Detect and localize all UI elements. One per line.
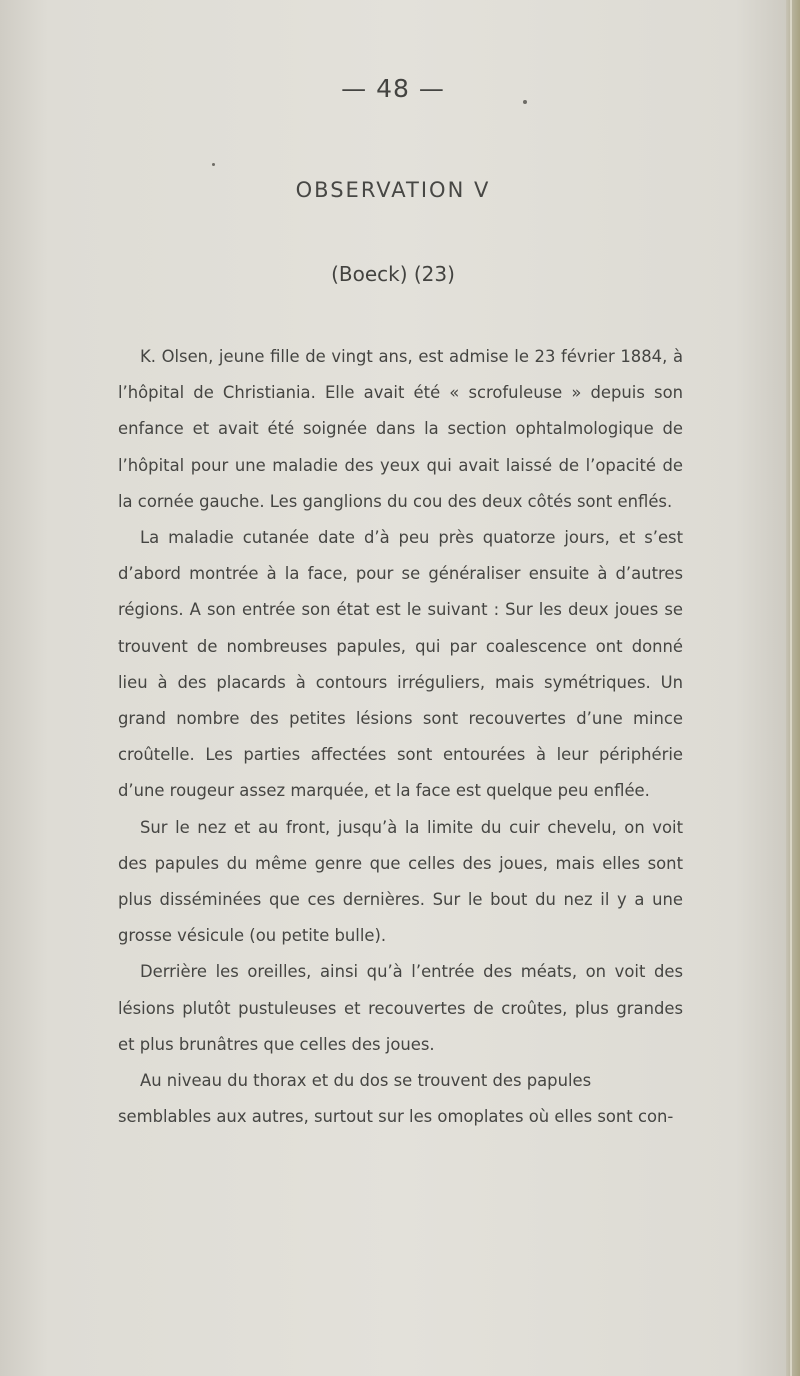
observation-body [118,339,683,1135]
paper-speck [212,163,215,166]
paragraph-nose-forehead: Sur le nez et au front, jusqu’à la limite du cuir chevelu, on voit des papules du même genre que celles des joues, mais elles sont plus disséminées que ces dernières. Sur le bout du nez il y a une grosse vésicule (ou petite bulle). [118,817,683,946]
paragraph-skin-disease: La maladie cutanée date d’à peu près quatorze jours, et s’est d’abord montrée à la face, pour se généraliser ensuite à d’autres régions. A son entrée son état est le suivant : Sur les deux joues se trouvent de nombreuses papules, qui par coalescence ont donné lieu à des placards à contours irréguliers, mais symétriques. Un grand nombre des petites lésions sont recouvertes d’une mince croûtelle. Les parties affectées sont entourées à leur périphérie d’une rougeur assez marquée, et la face est quelque peu enflée. [118,528,683,801]
paper-speck [523,100,527,104]
book-page-edge [786,0,800,1376]
observation-heading: OBSERVATION V [295,178,491,202]
paragraph-patient-history: K. Olsen, jeune fille de vingt ans, est admise le 23 février 1884, à l’hôpital de Christiania. Elle avait été « scrofuleuse » depuis son enfance et avait été soignée dans la section ophtalmologique de l’hôpital pour une maladie des yeux qui avait laissé de l’opacité de la cornée gauche. Les ganglions du cou des deux côtés sont enflés. [118,347,683,511]
source-citation: (Boeck) (23) [331,262,455,286]
paragraph-thorax-back: Au niveau du thorax et du dos se trouvent des papules semblables aux autres, surtout sur les omoplates où elles sont con- [118,1071,674,1127]
paragraph-behind-ears: Derrière les oreilles, ainsi qu’à l’entrée des méats, on voit des lésions plutôt pustuleuses et recouvertes de croûtes, plus grandes et plus brunâtres que celles des joues. [118,962,683,1054]
page-number: — 48 — [341,74,445,103]
